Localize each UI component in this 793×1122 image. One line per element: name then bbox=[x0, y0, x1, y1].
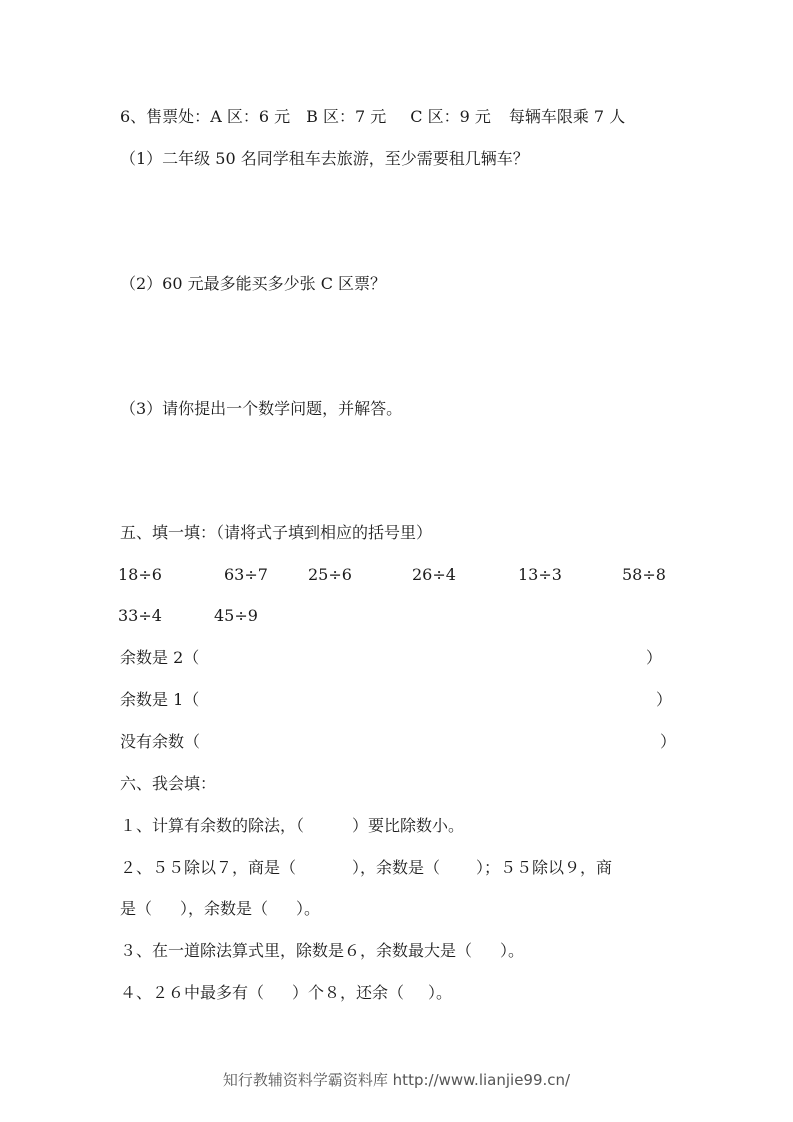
remainder-1-close: ） bbox=[656, 690, 673, 709]
expr-26-4: 26÷4 bbox=[412, 565, 456, 584]
remainder-2-close: ） bbox=[646, 648, 663, 667]
s6-q2-text-a: ２、５５除以７，商是（ bbox=[120, 858, 297, 877]
q6-number: 6、售票处： bbox=[120, 107, 211, 126]
s6-q1 bbox=[120, 815, 464, 837]
s6-q3 bbox=[120, 940, 524, 962]
s6-q3-text-b: ）。 bbox=[500, 941, 525, 960]
s6-q3-text-a: ３、在一道除法算式里，除数是６，余数最大是（ bbox=[120, 941, 473, 960]
s6-q2-cont bbox=[120, 898, 320, 920]
s6-q4 bbox=[120, 982, 452, 1004]
expr-25-6: 25÷6 bbox=[308, 565, 352, 584]
s6-q1-text-b: ）要比除数小。 bbox=[352, 816, 465, 835]
remainder-1-label: 余数是 1（ bbox=[120, 690, 200, 709]
q6-sub1: （1）二年级 50 名同学租车去旅游，至少需要租几辆车？ bbox=[120, 149, 529, 168]
s6-q2-text-e: ），余数是（ bbox=[180, 899, 269, 918]
no-remainder-label: 没有余数（ bbox=[120, 732, 201, 751]
zone-c-price: C 区：9 元 bbox=[410, 107, 491, 126]
s6-q4-text-c: ）。 bbox=[428, 983, 453, 1002]
expr-13-3: 13÷3 bbox=[518, 565, 562, 584]
s6-q2-text-b: ），余数是（ bbox=[352, 858, 441, 877]
s6-q4-text-b: ）个８，还余（ bbox=[292, 983, 405, 1002]
footer-watermark: 知行教辅资料学霸资料库 http://www.lianjie99.cn/ bbox=[222, 1071, 571, 1089]
expr-63-7: 63÷7 bbox=[224, 565, 268, 584]
expr-18-6: 18÷6 bbox=[118, 565, 162, 584]
s6-q2 bbox=[120, 857, 612, 879]
s6-q2-text-c: ）；５５除以９，商 bbox=[476, 858, 613, 877]
zone-b-price: B 区：7 元 bbox=[306, 107, 387, 126]
s6-q1-text-a: １、计算有余数的除法，（ bbox=[120, 816, 305, 835]
s6-q4-text-a: ４、２６中最多有（ bbox=[120, 983, 265, 1002]
no-remainder-close: ） bbox=[660, 732, 677, 751]
s6-q2-text-f: ）。 bbox=[296, 899, 321, 918]
expr-33-4: 33÷4 bbox=[118, 606, 162, 625]
expr-45-9: 45÷9 bbox=[214, 606, 258, 625]
q6-sub3: （3）请你提出一个数学问题，并解答。 bbox=[120, 399, 403, 418]
bus-capacity-rule: 每辆车限乘 7 人 bbox=[508, 107, 626, 126]
section6-title: 六、我会填： bbox=[120, 774, 217, 793]
section5-title: 五、填一填：（请将式子填到相应的括号里） bbox=[120, 523, 433, 542]
q6-header bbox=[120, 106, 625, 128]
remainder-2-label: 余数是 2（ bbox=[120, 648, 200, 667]
expr-58-8: 58÷8 bbox=[622, 565, 666, 584]
q6-sub2: （2）60 元最多能买多少张 C 区票？ bbox=[120, 274, 387, 293]
s6-q2-text-d: 是（ bbox=[120, 899, 153, 918]
zone-a-price: A 区：6 元 bbox=[210, 107, 291, 126]
